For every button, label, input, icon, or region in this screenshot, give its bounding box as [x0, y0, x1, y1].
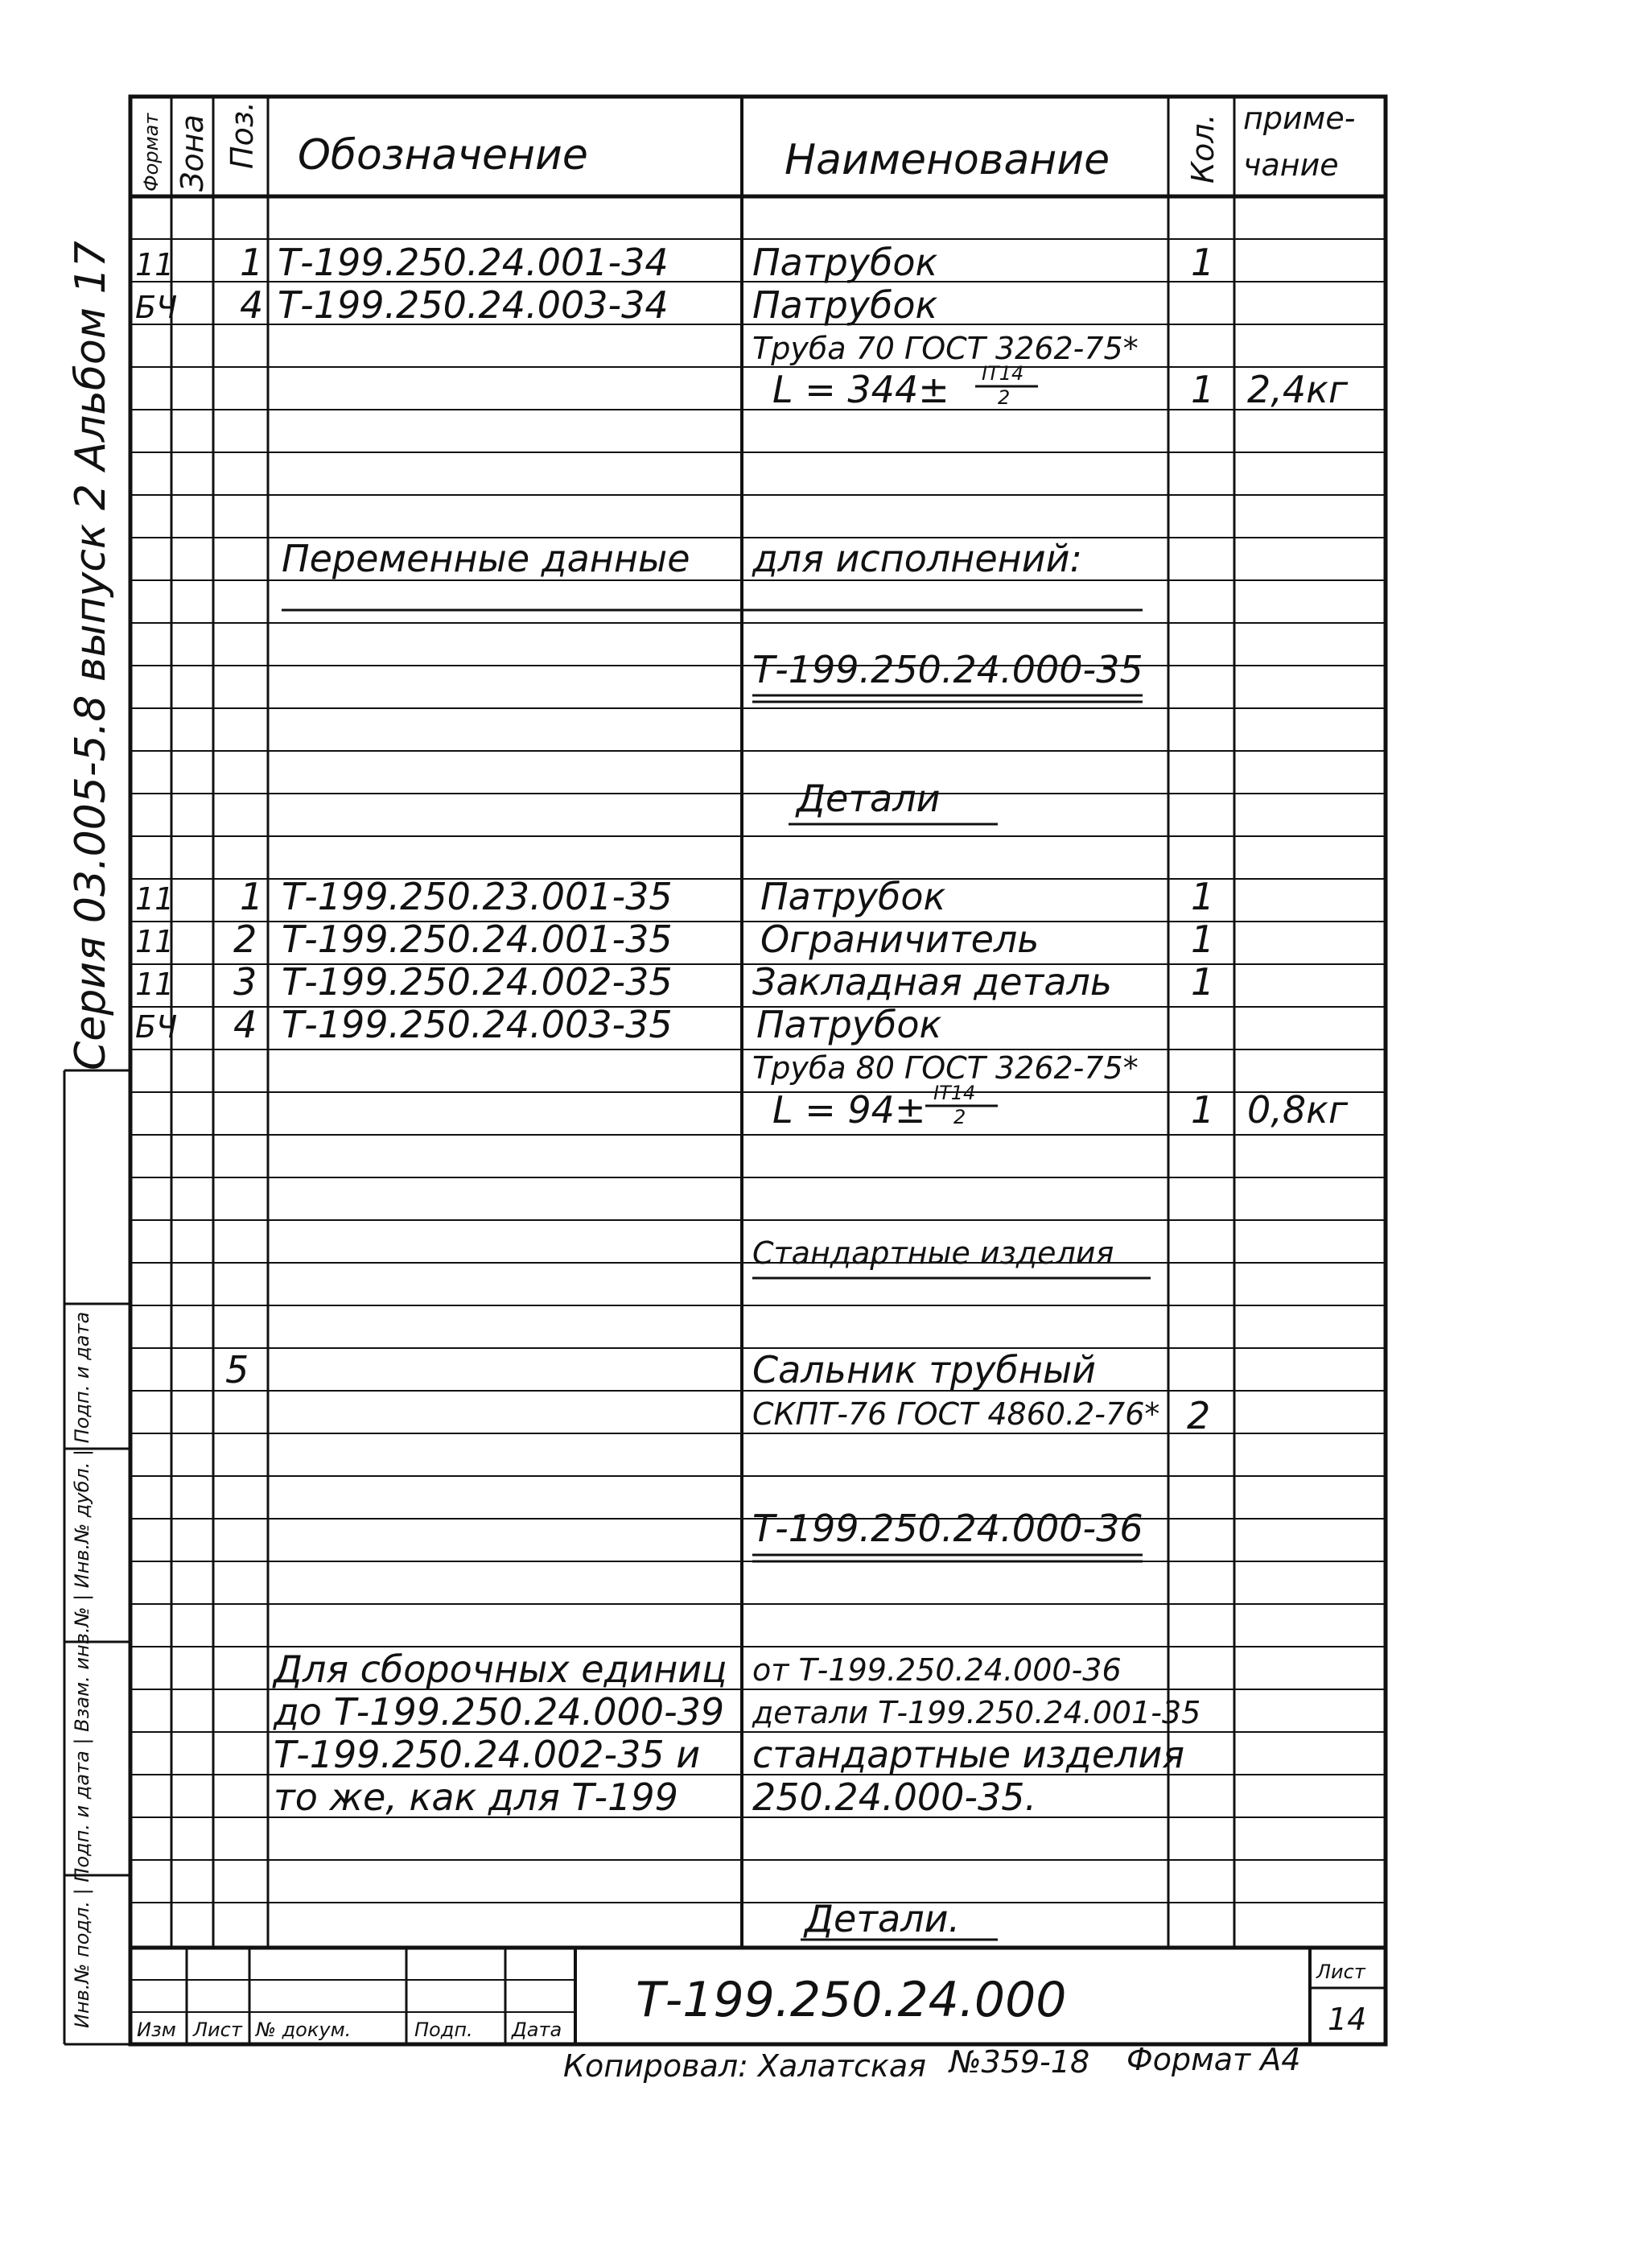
row13-note: 0,8кг [1247, 1088, 1349, 1132]
tb-sheet-label: Лист [1316, 1961, 1365, 1983]
side-stamp [71, 1312, 93, 2028]
row6-name: Т-199.250.24.000-35 [752, 648, 1143, 691]
row10-format: 11 [135, 967, 175, 1002]
row12-name: Труба 80 ГОСТ 3262-75* [752, 1050, 1139, 1086]
row4-name-main: L = 344± [772, 368, 949, 411]
row21-name: 250.24.000-35. [752, 1775, 1037, 1819]
tb-designation: Т-199.250.24.000 [636, 1972, 1067, 2028]
row15-name: Сальник трубный [752, 1348, 1097, 1392]
row3-name: Труба 70 ГОСТ 3262-75* [752, 331, 1139, 366]
row10-name: Закладная деталь [752, 960, 1113, 1004]
row19-name: детали Т-199.250.24.001-35 [752, 1695, 1201, 1730]
series-text: Серия 03.005-5.8 выпуск 2 Альбом 17 [67, 241, 115, 1070]
row4-frac-bottom: 2 [998, 386, 1011, 409]
row1-designation: Т-199.250.24.001-34 [278, 241, 669, 284]
tb-izm: Изм [137, 2019, 176, 2041]
row11-pos: 4 [233, 1003, 257, 1046]
row10-qty: 1 [1191, 960, 1215, 1004]
stamp-text: Инв.№ подл. | Подп. и дата | Взам. инв.№ | Инв.№ дубл. | Подп. и дата [71, 1311, 93, 2028]
title-block [137, 1961, 1366, 2041]
row14-name: Стандартные изделия [752, 1235, 1114, 1271]
footer-copied: Копировал: Халатская [563, 2048, 927, 2084]
row8-pos: 1 [240, 875, 264, 918]
row1-name: Патрубок [752, 241, 938, 284]
row11-name: Патрубок [756, 1003, 942, 1046]
row1-pos: 1 [240, 241, 264, 284]
row13-qty: 1 [1191, 1088, 1215, 1132]
row11-designation: Т-199.250.24.003-35 [282, 1003, 673, 1046]
row10-pos: 3 [233, 960, 257, 1004]
row19-designation: до Т-199.250.24.000-39 [274, 1690, 725, 1734]
row17-name: Т-199.250.24.000-36 [752, 1507, 1143, 1550]
row9-designation: Т-199.250.24.001-35 [282, 918, 673, 961]
row13-frac-bottom: 2 [953, 1106, 966, 1128]
row2-format: БЧ [135, 290, 178, 325]
table-header [140, 101, 1355, 192]
row9-format: 11 [135, 924, 175, 959]
row9-pos: 2 [233, 918, 257, 961]
row1-qty: 1 [1191, 241, 1215, 284]
tb-sheet-number: 14 [1328, 2002, 1367, 2037]
row5-designation: Переменные данные [282, 537, 690, 580]
row4-qty: 1 [1191, 368, 1215, 411]
header-name: Наименование [785, 136, 1110, 184]
table-grid [64, 97, 1386, 2044]
tb-doc-no: № докум. [256, 2019, 352, 2041]
row11-format: БЧ [135, 1009, 178, 1045]
header-pos: Поз. [224, 101, 260, 169]
row16-qty: 2 [1187, 1394, 1211, 1437]
row18-name: от Т-199.250.24.000-36 [752, 1652, 1122, 1688]
row4-frac-top: IT14 [982, 362, 1024, 385]
row2-pos: 4 [240, 283, 264, 327]
row8-qty: 1 [1191, 875, 1215, 918]
row4-note: 2,4кг [1247, 368, 1349, 411]
row1-format: 11 [135, 247, 175, 282]
row8-format: 11 [135, 881, 175, 917]
row21-designation: то же, как для Т-199 [274, 1775, 678, 1819]
row2-name: Патрубок [752, 283, 938, 327]
header-qty: Кол. [1185, 113, 1221, 184]
side-series-label [67, 241, 115, 1070]
row9-qty: 1 [1191, 918, 1215, 961]
footer-order: №359-18 [949, 2044, 1090, 2080]
header-zone: Зона [175, 114, 210, 192]
footer-format: Формат А4 [1126, 2042, 1301, 2077]
row8-designation: Т-199.250.23.001-35 [282, 875, 673, 918]
header-format: Формат [140, 113, 163, 192]
row2-designation: Т-199.250.24.003-34 [278, 283, 669, 327]
header-note-top: приме- [1243, 101, 1356, 136]
row5-name: для исполнений: [752, 537, 1083, 580]
row18-designation: Для сборочных единиц [274, 1647, 727, 1691]
row22-name: Детали. [805, 1897, 961, 1940]
tb-sign: Подп. [414, 2019, 473, 2041]
row10-designation: Т-199.250.24.002-35 [282, 960, 673, 1004]
row7-name: Детали [797, 777, 941, 820]
row16-name: СКПТ-76 ГОСТ 4860.2-76* [752, 1396, 1160, 1432]
row9-name: Ограничитель [760, 918, 1040, 961]
header-designation: Обозначение [298, 131, 588, 179]
tb-date: Дата [512, 2019, 562, 2041]
row8-name: Патрубок [760, 875, 946, 918]
footer [563, 2042, 1300, 2084]
row20-designation: Т-199.250.24.002-35 и [274, 1733, 701, 1776]
row13-frac-top: IT14 [933, 1082, 976, 1104]
header-note-bottom: чание [1243, 147, 1339, 183]
tb-list: Лист [193, 2019, 242, 2041]
row13-name-main: L = 94± [772, 1088, 926, 1132]
row20-name: стандартные изделия [752, 1733, 1185, 1776]
row15-pos: 5 [225, 1348, 249, 1392]
